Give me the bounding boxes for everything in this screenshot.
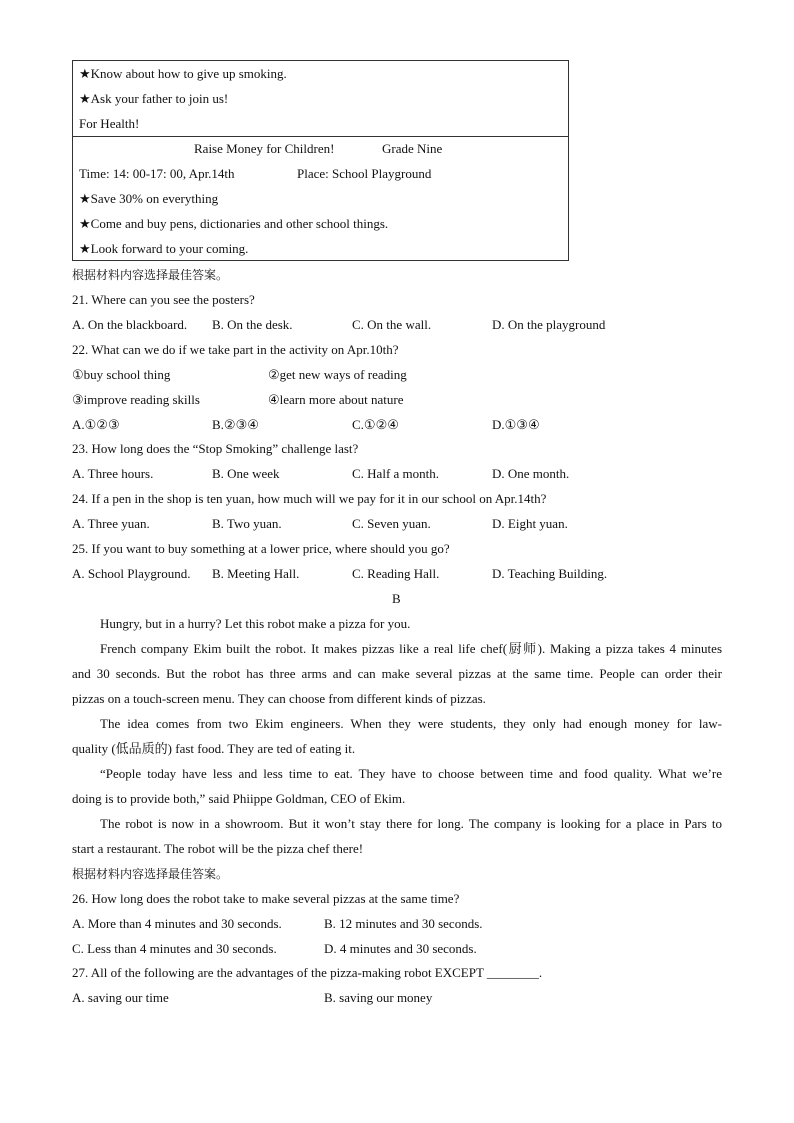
poster-item: ★Come and buy pens, dictionaries and other school things. [79,216,389,231]
option-a: A. Three hours. [72,466,154,481]
question-stem: 21. Where can you see the posters? [72,292,255,307]
question-stem: 25. If you want to buy something at a lower price, where should you go? [72,541,450,556]
question-stem: 22. What can we do if we take part in the activity on Apr.10th? [72,342,399,357]
option-a: A. On the blackboard. [72,317,188,332]
poster-item: ★Save 30% on everything [79,191,219,206]
question-stem: 27. All of the following are the advantages of the pizza-making robot EXCEPT ________. [72,965,543,980]
option-c: C. Seven yuan. [352,516,431,531]
choice-item: ①buy school thing [72,367,171,382]
section-heading: B [392,591,401,606]
instruction-text: 根据材料内容选择最佳答案。 [72,867,229,881]
passage-line: French company Ekim built the robot. It makes pizzas like a real life chef(厨师). Making a pizza takes 4 minutes [100,641,722,656]
passage-line: quality (低品质的) fast food. They are ted of eating it. [72,741,356,756]
passage-line: doing is to provide both,” said Phiippe Goldman, CEO of Ekim. [72,791,406,806]
question-stem: 24. If a pen in the shop is ten yuan, how much will we pay for it in our school on Apr.14th? [72,491,547,506]
option-d: D. Eight yuan. [492,516,568,531]
option-d: D. On the playground [492,317,606,332]
option-b: B. saving our money [324,990,433,1005]
choice-item: ③improve reading skills [72,392,200,407]
option-a: A.①②③ [72,417,120,432]
passage-line: start a restaurant. The robot will be the pizza chef there! [72,841,364,856]
option-c: C. Half a month. [352,466,440,481]
passage-line: The idea comes from two Ekim engineers. When they were students, they only had enough money for law- [100,716,722,731]
choice-item: ④learn more about nature [268,392,404,407]
choice-item: ②get new ways of reading [268,367,407,382]
option-c: C. Less than 4 minutes and 30 seconds. [72,941,277,956]
option-b: B. One week [212,466,280,481]
option-a: A. More than 4 minutes and 30 seconds. [72,916,282,931]
option-a: A. Three yuan. [72,516,150,531]
passage-line: and 30 seconds. But the robot has three arms and can make several pizzas at the same time. People can order their [72,666,722,681]
poster-line: For Health! [79,116,140,131]
poster-line: ★Know about how to give up smoking. [79,66,287,81]
option-b: B. 12 minutes and 30 seconds. [324,916,483,931]
option-d: D. One month. [492,466,570,481]
option-b: B. On the desk. [212,317,293,332]
poster-title: Raise Money for Children! [194,141,335,156]
poster-divider [73,136,568,137]
option-d: D. 4 minutes and 30 seconds. [324,941,477,956]
passage-line: Hungry, but in a hurry? Let this robot make a pizza for you. [100,616,411,631]
option-d: D. Teaching Building. [492,566,608,581]
poster-place: Place: School Playground [297,166,432,181]
option-b: B. Meeting Hall. [212,566,300,581]
poster-grade: Grade Nine [382,141,443,156]
question-stem: 26. How long does the robot take to make several pizzas at the same time? [72,891,460,906]
poster-line: ★Ask your father to join us! [79,91,229,106]
option-c: C.①②④ [352,417,399,432]
poster-time: Time: 14: 00-17: 00, Apr.14th [79,166,235,181]
option-d: D.①③④ [492,417,540,432]
passage-line: The robot is now in a showroom. But it won’t stay there for long. The company is looking for a place in Pars to [100,816,722,831]
option-a: A. School Playground. [72,566,191,581]
option-a: A. saving our time [72,990,169,1005]
option-c: C. On the wall. [352,317,432,332]
instruction-text: 根据材料内容选择最佳答案。 [72,268,229,282]
passage-line: pizzas on a touch-screen menu. They can choose from different kinds of pizzas. [72,691,486,706]
option-b: B.②③④ [212,417,259,432]
poster-item: ★Look forward to your coming. [79,241,249,256]
option-b: B. Two yuan. [212,516,282,531]
question-stem: 23. How long does the “Stop Smoking” challenge last? [72,441,359,456]
option-c: C. Reading Hall. [352,566,440,581]
passage-line: “People today have less and less time to eat. They have to choose between time and food quality. What we’re [100,766,722,781]
